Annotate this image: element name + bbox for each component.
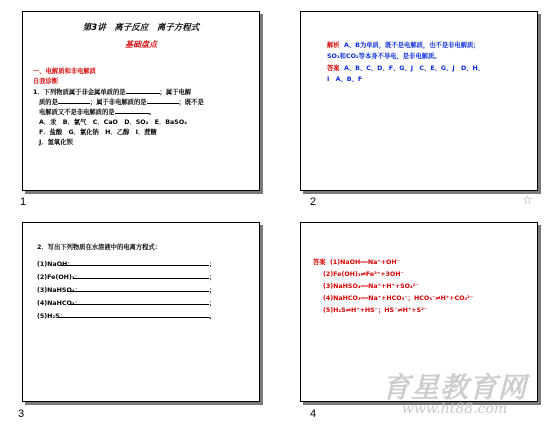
equation: (3)NaHSO₄══Na⁺+H⁺+SO₄²⁻ [323, 283, 419, 290]
watermark-logo: 育星教育网 [382, 371, 528, 404]
question-text: ；属于电解 [159, 89, 192, 96]
answer-blank [61, 259, 209, 266]
star-outline-icon[interactable]: ☆ [522, 193, 533, 207]
slide-number: 1 [20, 196, 27, 208]
slide-subtitle: 基础盘点 [125, 40, 157, 49]
practice-heading: 自我诊断 [33, 78, 59, 85]
options-line-1: A．汞 B．氯气 C．CaO D．SO₂ E．BaSO₄ [39, 119, 187, 126]
answer-label: 答案 [313, 259, 326, 266]
answer-line-1 [313, 258, 400, 268]
equation: (4)NaHCO₃══Na⁺+HCO₃⁻；HCO₃⁻⇌H⁺+CO₃²⁻ [323, 295, 474, 302]
answer-text: A、B、C、D、F、G、J C、E、G、J D、H、 [343, 65, 485, 72]
section-heading: 一、电解质和非电解质 [33, 68, 96, 75]
formula-label: (5)H₂S： [37, 313, 66, 320]
analysis-label: 解析 [327, 42, 340, 49]
answer-line-1 [327, 64, 484, 74]
slide-2[interactable] [300, 11, 538, 191]
slide-number: 4 [310, 408, 317, 420]
line-end: 。 [209, 313, 216, 320]
formula-label: (3)NaHSO₄： [37, 287, 81, 294]
slide-3[interactable] [22, 222, 260, 402]
equation: (1)NaOH══Na⁺+OH⁻ [329, 259, 400, 266]
question-text: ；属于非电解质的是 [89, 99, 147, 106]
formula-label: (4)NaHCO₃： [37, 300, 81, 307]
line-end: ； [209, 287, 216, 294]
slide-number: 3 [18, 408, 25, 420]
answer-line-2: I A、B、F [327, 76, 363, 83]
answer-blank [147, 97, 179, 104]
slide-number: 2 [310, 196, 317, 208]
question-text: 电解质又不是非电解质的是 [39, 109, 115, 116]
line-end: ； [209, 261, 216, 268]
question-text: ；既不是 [178, 99, 204, 106]
answer-blank [126, 87, 160, 94]
question-text: 质的是 [39, 99, 58, 106]
line-end: ； [209, 274, 216, 281]
question-text: 。 [148, 109, 155, 116]
slide-title: 第3讲 离子反应 离子方程式 [82, 23, 200, 33]
question-text: 1．下列物质属于非金属单质的是 [33, 89, 126, 96]
formula-item [37, 285, 215, 296]
formula-item [37, 272, 215, 283]
slide-1[interactable] [22, 11, 260, 191]
answer-blank [67, 285, 209, 292]
answer-label: 答案 [327, 65, 340, 72]
answer-blank [59, 311, 209, 318]
line-end: ； [209, 300, 216, 307]
equation: (5)H₂S⇌H⁺+HS⁻；HS⁻⇌H⁺+S²⁻ [323, 307, 428, 314]
equation: (2)Fe(OH)₃⇌Fe³⁺+3OH⁻ [323, 271, 404, 278]
options-line-3: J．氢氧化钡 [39, 139, 73, 146]
formula-item [37, 259, 215, 270]
analysis-text: A、B为单质，既不是电解质，也不是非电解质； [343, 42, 480, 49]
answer-blank [58, 97, 90, 104]
analysis-line-2: SO₂和CO₂等本身不导电，是非电解质。 [327, 53, 441, 60]
answer-blank [73, 272, 209, 279]
formula-label: (2)Fe(OH)₃： [37, 274, 81, 281]
watermark-url: www.ht88.com [402, 401, 508, 417]
question-1-line-3 [39, 107, 155, 118]
formula-item [37, 311, 215, 322]
question-2: 2．写出下列物质在水溶液中的电离方程式： [37, 244, 162, 251]
analysis-line-1 [327, 41, 480, 51]
options-line-2: F．盐酸 G．氯化钠 H．乙醇 I．蔗糖 [39, 129, 157, 136]
answer-blank [115, 107, 149, 114]
answer-blank [69, 298, 209, 305]
formula-item [37, 298, 215, 309]
formula-label: (1)NaOH： [37, 261, 74, 268]
